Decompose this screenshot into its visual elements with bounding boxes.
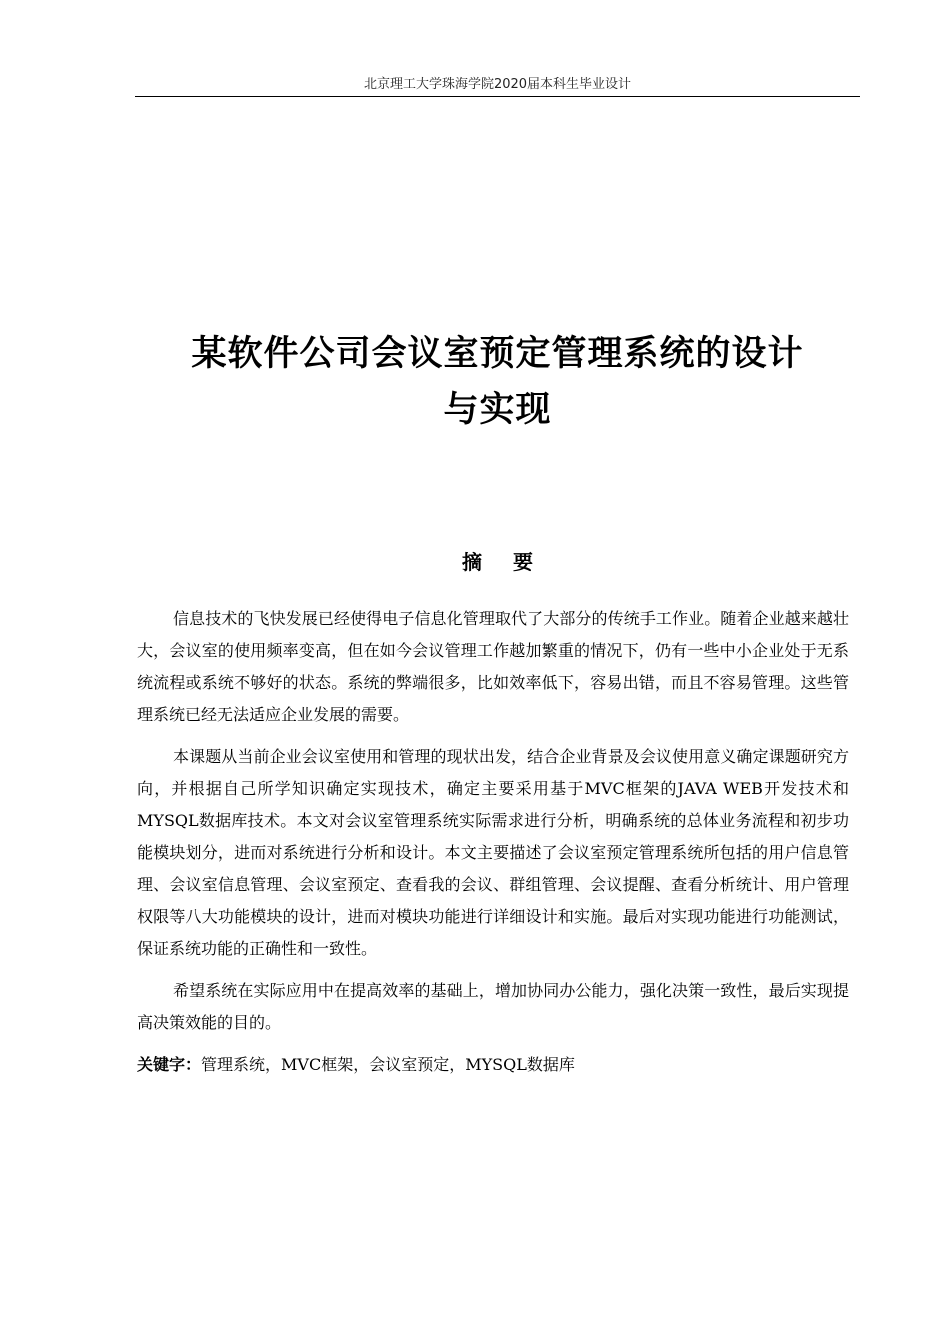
document-title-line-2: 与实现 bbox=[443, 390, 552, 430]
abstract-paragraph-1: 信息技术的飞快发展已经使得电子信息化管理取代了大部分的传统手工作业。随着企业越来越壮大，会议室的使用频率变高，但在如今会议管理工作越加繁重的情况下，仍有一些中小企业处于无系统流程或系统不够好的状态。系统的弊端很多，比如效率低下，容易出错，而且不容易管理。这些管理系统已经无法适应企业发展的需要。 bbox=[137, 609, 849, 724]
document-title bbox=[135, 326, 860, 438]
page-header bbox=[135, 76, 860, 97]
keywords-value: 管理系统，MVC框架，会议室预定，MYSQL数据库 bbox=[201, 1055, 575, 1074]
document-title-line-1: 某软件公司会议室预定管理系统的设计 bbox=[191, 334, 804, 374]
abstract-body bbox=[137, 603, 849, 1081]
keywords-label: 关键字： bbox=[137, 1055, 202, 1074]
page-header-text: 北京理工大学珠海学院2020届本科生毕业设计 bbox=[363, 77, 632, 92]
keywords-line bbox=[137, 1049, 849, 1081]
abstract-paragraph-3: 希望系统在实际应用中在提高效率的基础上，增加协同办公能力，强化决策一致性，最后实现提高决策效能的目的。 bbox=[137, 981, 849, 1032]
abstract-paragraph-2: 本课题从当前企业会议室使用和管理的现状出发，结合企业背景及会议使用意义确定课题研究方向，并根据自己所学知识确定实现技术，确定主要采用基于MVC框架的JAVA WEB开发技术和 MYSQL数据库技术。本文对会议室管理系统实际需求进行分析，明确系统的总体业务流程和初步功能模块划分，进而对系统进行分析和设计。本文主要描述了会议室预定管理系统所包括的用户信息管理、会议室信息管理、会议室预定、查看我的会议、群组管理、会议提醒、查看分析统计、用户管理权限等八大功能模块的设计，进而对模块功能进行详细设计和实施。最后对实现功能进行功能测试，保证系统功能的正确性和一致性。 bbox=[137, 747, 849, 958]
abstract-heading: 摘 要 bbox=[462, 550, 545, 574]
